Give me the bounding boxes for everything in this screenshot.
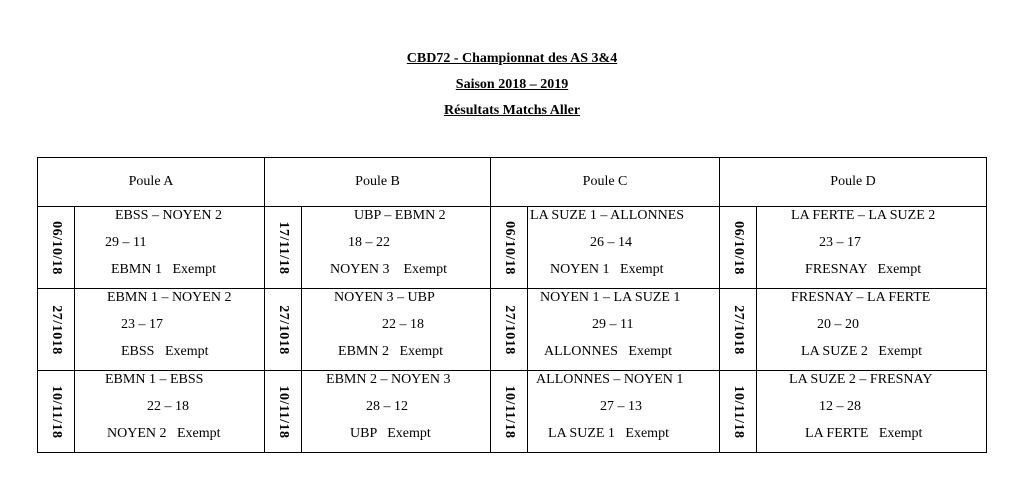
pool-d-result-cell	[757, 371, 987, 453]
exempt-team: NOYEN 2 Exempt	[107, 426, 221, 441]
pool-d-result-cell	[757, 207, 987, 289]
match-date: 27/1018	[276, 304, 292, 355]
pool-c-result-cell	[528, 207, 720, 289]
exempt-team: UBP Exempt	[350, 426, 431, 441]
match-score: 23 – 17	[819, 235, 862, 250]
exempt-team: LA SUZE 2 Exempt	[801, 344, 922, 359]
match-teams: EBSS – NOYEN 2	[115, 208, 222, 223]
match-date: 10/11/18	[276, 384, 292, 439]
match-score: 29 – 11	[592, 317, 634, 332]
pool-a-result-cell	[75, 371, 265, 453]
pool-b-result-cell	[302, 207, 491, 289]
exempt-team: EBSS Exempt	[121, 344, 209, 359]
match-teams: LA SUZE 1 – ALLONNES	[530, 208, 685, 223]
match-date: 27/1018	[731, 304, 747, 355]
match-score: 12 – 28	[819, 399, 862, 414]
match-teams: NOYEN 3 – UBP	[334, 290, 435, 305]
match-teams: NOYEN 1 – LA SUZE 1	[540, 290, 681, 305]
season-label: Saison 2018 – 2019	[455, 77, 569, 92]
exempt-team: LA FERTE Exempt	[805, 426, 923, 441]
match-teams: EBMN 1 – NOYEN 2	[107, 290, 232, 305]
date-cell	[491, 371, 528, 453]
match-score: 20 – 20	[817, 317, 860, 332]
date-cell	[720, 207, 757, 289]
table-row	[38, 371, 987, 453]
exempt-team: ALLONNES Exempt	[544, 344, 672, 359]
pool-a-header: Poule A	[38, 158, 265, 207]
date-cell	[265, 289, 302, 371]
exempt-team: NOYEN 1 Exempt	[550, 262, 664, 277]
match-date: 10/11/18	[502, 384, 518, 439]
pool-a-result-cell	[75, 289, 265, 371]
table-row	[38, 289, 987, 371]
match-score: 22 – 18	[382, 317, 425, 332]
pool-d-result-cell	[757, 289, 987, 371]
match-score: 29 – 11	[105, 235, 147, 250]
date-cell	[720, 371, 757, 453]
date-cell	[491, 207, 528, 289]
match-date: 06/10/18	[49, 220, 64, 275]
match-teams: UBP – EBMN 2	[354, 208, 446, 223]
match-date: 27/1018	[49, 304, 64, 355]
match-score: 26 – 14	[590, 235, 633, 250]
exempt-team: EBMN 1 Exempt	[111, 262, 216, 277]
exempt-team: FRESNAY Exempt	[805, 262, 922, 277]
match-date: 10/11/18	[49, 384, 64, 439]
pool-b-result-cell	[302, 289, 491, 371]
date-cell	[491, 289, 528, 371]
match-score: 23 – 17	[121, 317, 163, 332]
match-teams: LA FERTE – LA SUZE 2	[791, 208, 936, 223]
pool-c-result-cell	[528, 289, 720, 371]
exempt-team: LA SUZE 1 Exempt	[548, 426, 669, 441]
match-date: 17/11/18	[276, 220, 292, 275]
pool-c-result-cell	[528, 371, 720, 453]
document-title: CBD72 - Championnat des AS 3&4	[406, 51, 618, 66]
pool-d-header: Poule D	[720, 158, 987, 207]
match-date: 27/1018	[502, 304, 518, 355]
date-cell	[720, 289, 757, 371]
match-score: 27 – 13	[600, 399, 643, 414]
exempt-team: NOYEN 3 Exempt	[330, 262, 448, 277]
match-score: 22 – 18	[147, 399, 189, 414]
match-teams: ALLONNES – NOYEN 1	[536, 372, 684, 387]
results-subtitle: Résultats Matchs Aller	[443, 103, 581, 118]
pool-b-header: Poule B	[265, 158, 491, 207]
match-teams: EBMN 1 – EBSS	[105, 372, 204, 387]
match-teams: LA SUZE 2 – FRESNAY	[789, 372, 933, 387]
exempt-team: EBMN 2 Exempt	[338, 344, 444, 359]
date-cell	[265, 207, 302, 289]
match-date: 10/11/18	[731, 384, 747, 439]
header-row	[38, 158, 987, 207]
date-cell	[38, 207, 75, 289]
date-cell	[265, 371, 302, 453]
document-header	[0, 50, 1024, 128]
match-teams: EBMN 2 – NOYEN 3	[326, 372, 451, 387]
pool-a-result-cell	[75, 207, 265, 289]
match-score: 18 – 22	[348, 235, 391, 250]
match-date: 06/10/18	[502, 220, 518, 275]
match-teams: FRESNAY – LA FERTE	[791, 290, 931, 305]
results-table	[37, 157, 987, 453]
pool-b-result-cell	[302, 371, 491, 453]
match-score: 28 – 12	[366, 399, 409, 414]
date-cell	[38, 371, 75, 453]
match-date: 06/10/18	[731, 220, 747, 275]
date-cell	[38, 289, 75, 371]
table-row	[38, 207, 987, 289]
pool-c-header: Poule C	[491, 158, 720, 207]
